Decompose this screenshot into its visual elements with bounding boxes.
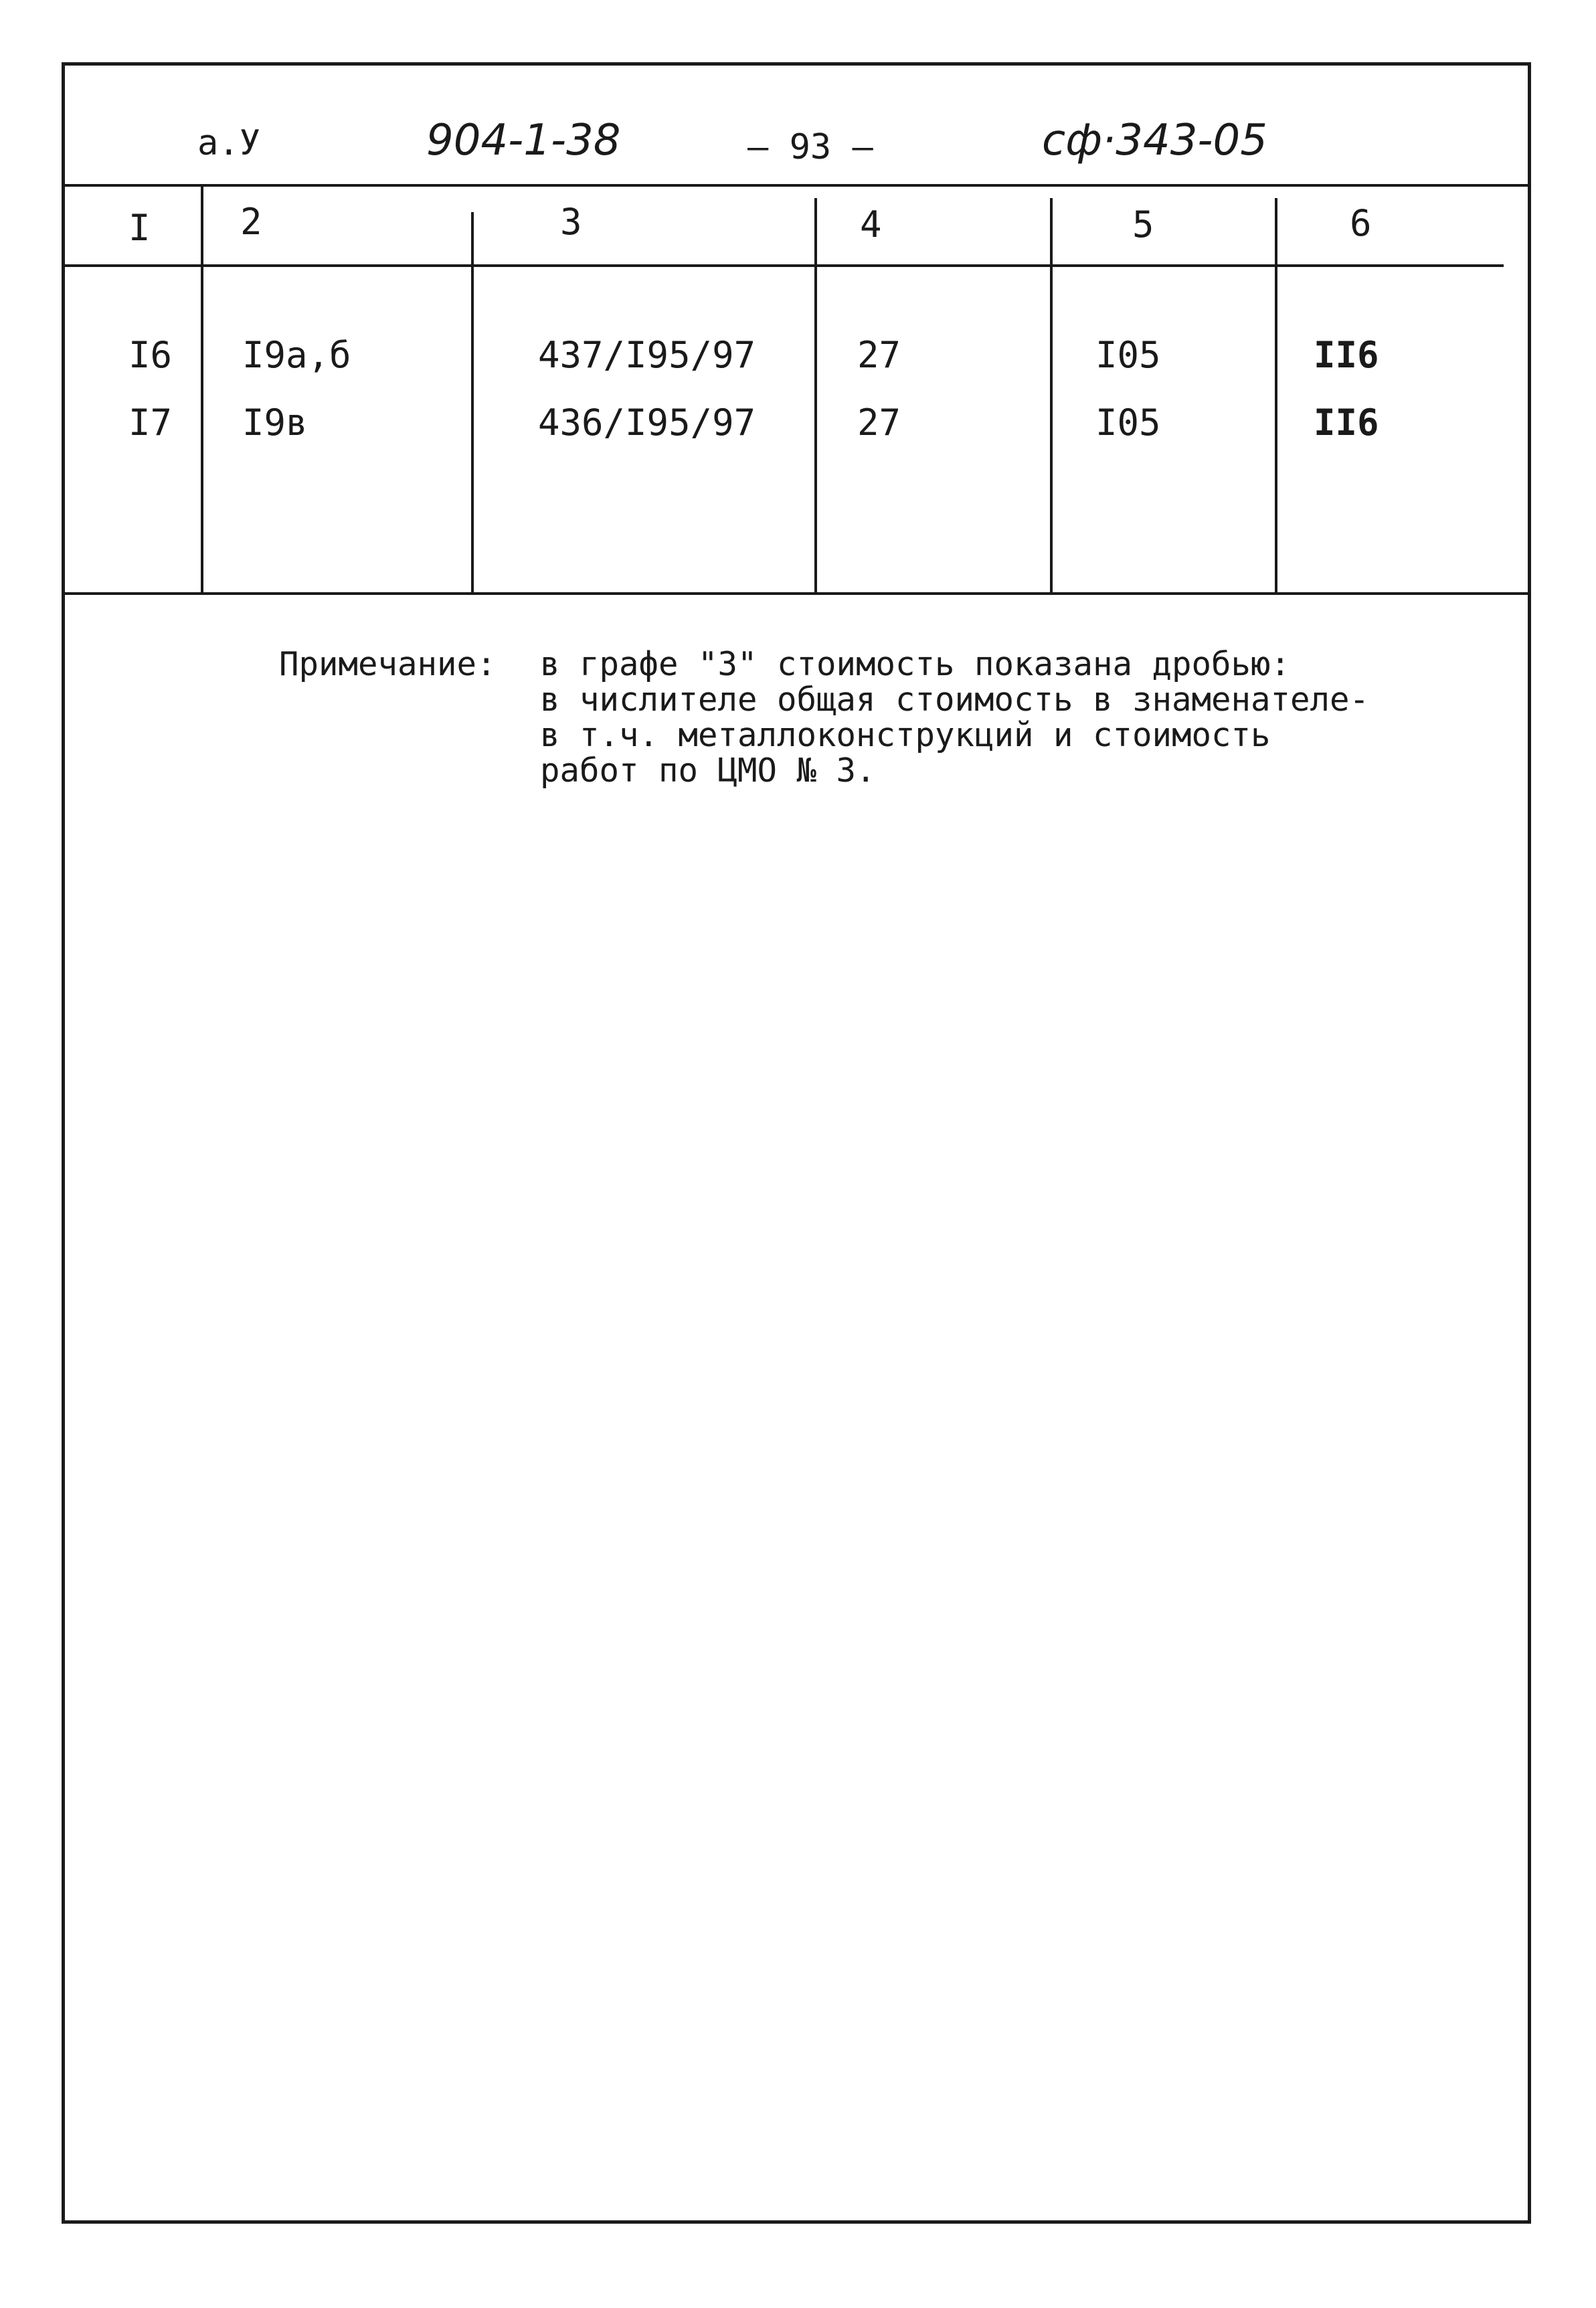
table-cell: I9а,б <box>242 334 351 376</box>
table-cell: I05 <box>1095 334 1161 376</box>
table-cell: 27 <box>857 334 901 376</box>
note-label: Примечание: <box>279 645 497 683</box>
sheet-code: сф·343-05 <box>1042 116 1267 165</box>
table-cell: I05 <box>1095 402 1161 444</box>
column-line-5 <box>1275 198 1277 592</box>
column-line-3 <box>814 198 817 592</box>
column-line-1 <box>201 184 203 592</box>
document-sheet <box>62 62 1531 2224</box>
header-divider <box>65 184 1528 187</box>
left-code: а.У <box>197 123 260 163</box>
column-number-4: 4 <box>860 203 882 246</box>
table-cell: I7 <box>128 402 173 444</box>
table-cell: I9в <box>242 402 308 444</box>
column-number-6: 6 <box>1350 202 1372 244</box>
table-bottom-line <box>65 592 1528 595</box>
column-line-4 <box>1050 198 1053 592</box>
note-line: в т.ч. металлоконструкций и стоимость <box>540 716 1271 754</box>
table-cell: II6 <box>1314 402 1379 444</box>
note-line: в графе "3" стоимость показана дробью: <box>540 645 1291 683</box>
column-numbers-divider <box>65 264 1504 267</box>
table-cell: I6 <box>128 334 173 376</box>
column-number-1: I <box>128 207 151 249</box>
column-line-2 <box>471 212 474 592</box>
column-number-5: 5 <box>1132 203 1154 246</box>
table-cell: 27 <box>857 402 901 444</box>
table-cell: 437/I95/97 <box>538 334 756 376</box>
note-line: в числителе общая стоимость в знаменателе- <box>540 681 1370 719</box>
doc-code: 904-1-38 <box>426 116 621 165</box>
table-cell: 436/I95/97 <box>538 402 756 444</box>
column-number-3: 3 <box>560 201 582 243</box>
note-line: работ по ЦМО № 3. <box>540 751 876 790</box>
table-cell: II6 <box>1314 334 1379 376</box>
column-number-2: 2 <box>240 201 262 243</box>
page-number: – 93 – <box>747 127 873 167</box>
